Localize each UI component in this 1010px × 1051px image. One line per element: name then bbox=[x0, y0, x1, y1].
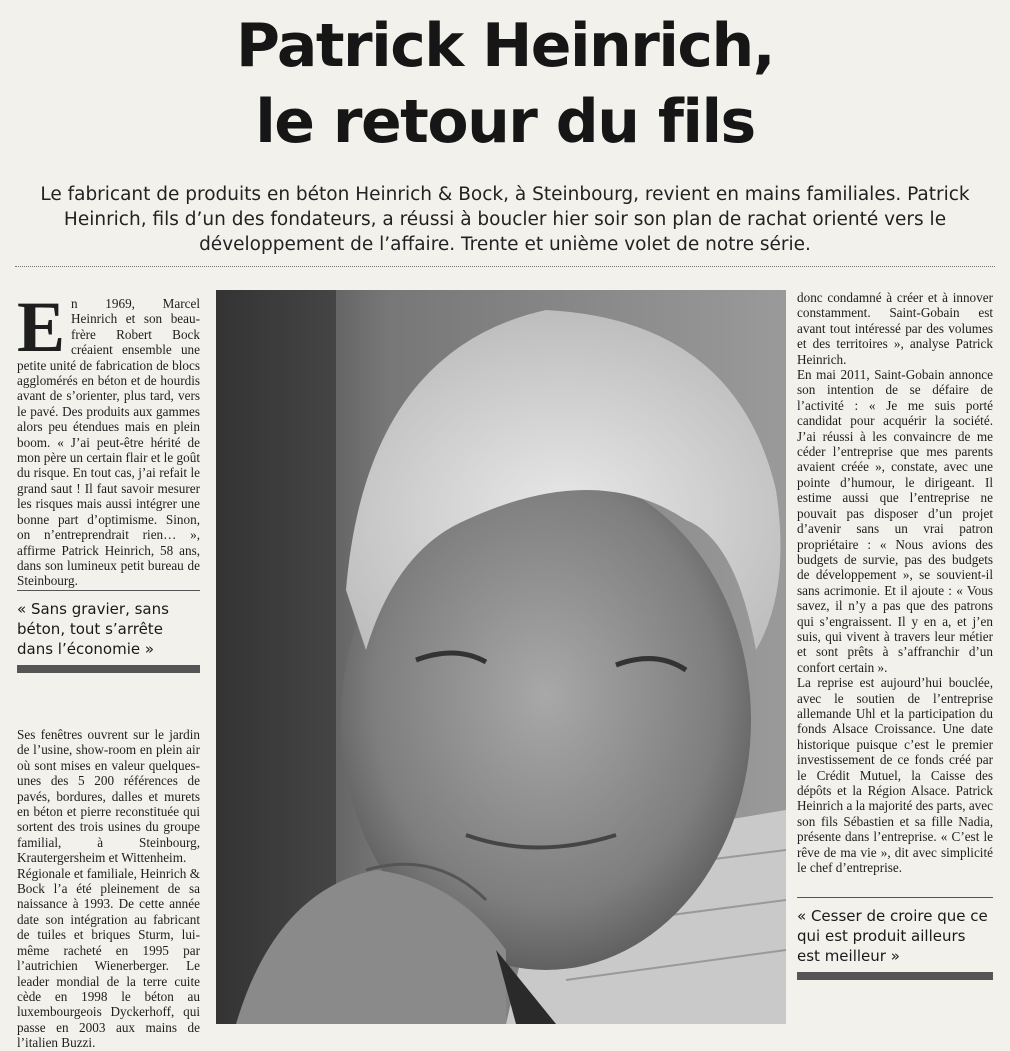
headline bbox=[0, 8, 1010, 160]
quote-rule bbox=[17, 590, 200, 591]
paragraph: Ses fenêtres ouvrent sur le jardin de l’usine, show-room en plein air où sont mises en valeur quelques-unes des 5 200 références de pavés, bordures, dalles et murets en béton et pierre reconstituée qui sortent des trois usines du groupe familial, à Steinbourg, Krautergersheim et Wittenheim. bbox=[17, 727, 200, 866]
pull-quote-text: « Cesser de croire que ce qui est produit ailleurs est meilleur » bbox=[797, 907, 988, 965]
portrait-image bbox=[216, 290, 786, 1024]
paragraph: donc condamné à créer et à innover constamment. Saint-Gobain est avant tout intéressé par des volumes et des territoires », analyse Patrick Heinrich. bbox=[797, 290, 993, 367]
paragraph: Régionale et familiale, Heinrich & Bock l’a été pleinement de sa naissance à 1993. De cette année date son intégration au fabricant de tuiles et briques Sturm, lui-même racheté en 1995 par l’autrichien Wienerberger. Le leader mondial de la terre cuite cède en 1998 le béton au luxembourgeois Dyckerhoff, qui passe en 2003 aux mains de l’italien Buzzi. bbox=[17, 865, 200, 1051]
pull-quote bbox=[17, 590, 200, 673]
headline-line-1: Patrick Heinrich, bbox=[236, 11, 774, 81]
pull-quote bbox=[797, 897, 993, 980]
paragraph: En mai 2011, Saint-Gobain annonce son intention de se défaire de l’activité : « Je me suis porté candidat pour acquérir la société. J’ai réussi à les convaincre de me céder l’entreprise que mes parents avaient créée », constate, avec une pointe d’humour, le dirigeant. Il estime aussi que l’entreprise ne pouvait pas disposer d’un projet d’avenir sans un vrai patron propriétaire : « Nous avions des budgets de survie, pas des budgets de développement », se souvient-il sans acrimonie. Et il ajoute : « Vous savez, il n’y a pas que des patrons qui s’engraissent. Il y en a, et j’en suis, qui vivent à travers leur métier et sont prêts à s’affranchir d’un confort certain ». bbox=[797, 367, 993, 675]
quote-bar bbox=[797, 972, 993, 980]
quote-rule bbox=[797, 897, 993, 898]
portrait-photo bbox=[216, 290, 786, 1024]
quote-bar bbox=[17, 665, 200, 673]
pull-quote-text: « Sans gravier, sans béton, tout s’arrête dans l’économie » bbox=[17, 600, 169, 658]
paragraph: La reprise est aujourd’hui bouclée, avec le soutien de l’entreprise allemande Uhl et la participation du fonds Alsace Croissance. Une date historique puisque c’est le premier investissement de ce fonds créé par le Crédit Mutuel, la Caisse des dépôts et la Région Alsace. Patrick Heinrich a la majorité des parts, avec son fils Sébastien et sa fille Nadia, présente dans l’entreprise. « C’est le rêve de ma vie », dit avec simplicité le chef d’entreprise. bbox=[797, 675, 993, 876]
divider bbox=[15, 266, 995, 267]
headline-line-2: le retour du fils bbox=[255, 87, 755, 157]
drop-cap: E bbox=[17, 287, 66, 367]
article-deck: Le fabricant de produits en béton Heinrich & Bock, à Steinbourg, revient en mains familiales. Patrick Heinrich, fils d’un des fondateurs, a réussi à boucler hier soir son plan de rachat orienté vers le développement de l’affaire. Trente et unième volet de notre série. bbox=[40, 184, 970, 255]
paragraph: n 1969, Marcel Heinrich et son beau-frère Robert Bock créaient ensemble une petite unité de fabrication de blocs agglomérés en béton et de hourdis avant de s’orienter, plus tard, vers le pavé. Des produits aux gammes alors peu étendues mais en plein boom. « J’ai peut-être hérité de mon père un certain flair et le goût du risque. En tout cas, j’ai refait le grand saut ! Il faut savoir mesurer les risques mais aussi intégrer une bonne part d’optimisme. Sinon, on n’entreprendrait rien… », affirme Patrick Heinrich, 58 ans, dans son lumineux petit bureau de Steinbourg. bbox=[17, 296, 200, 589]
right-column bbox=[797, 290, 993, 875]
left-column-bottom bbox=[17, 727, 200, 1051]
left-column-top bbox=[17, 287, 200, 589]
